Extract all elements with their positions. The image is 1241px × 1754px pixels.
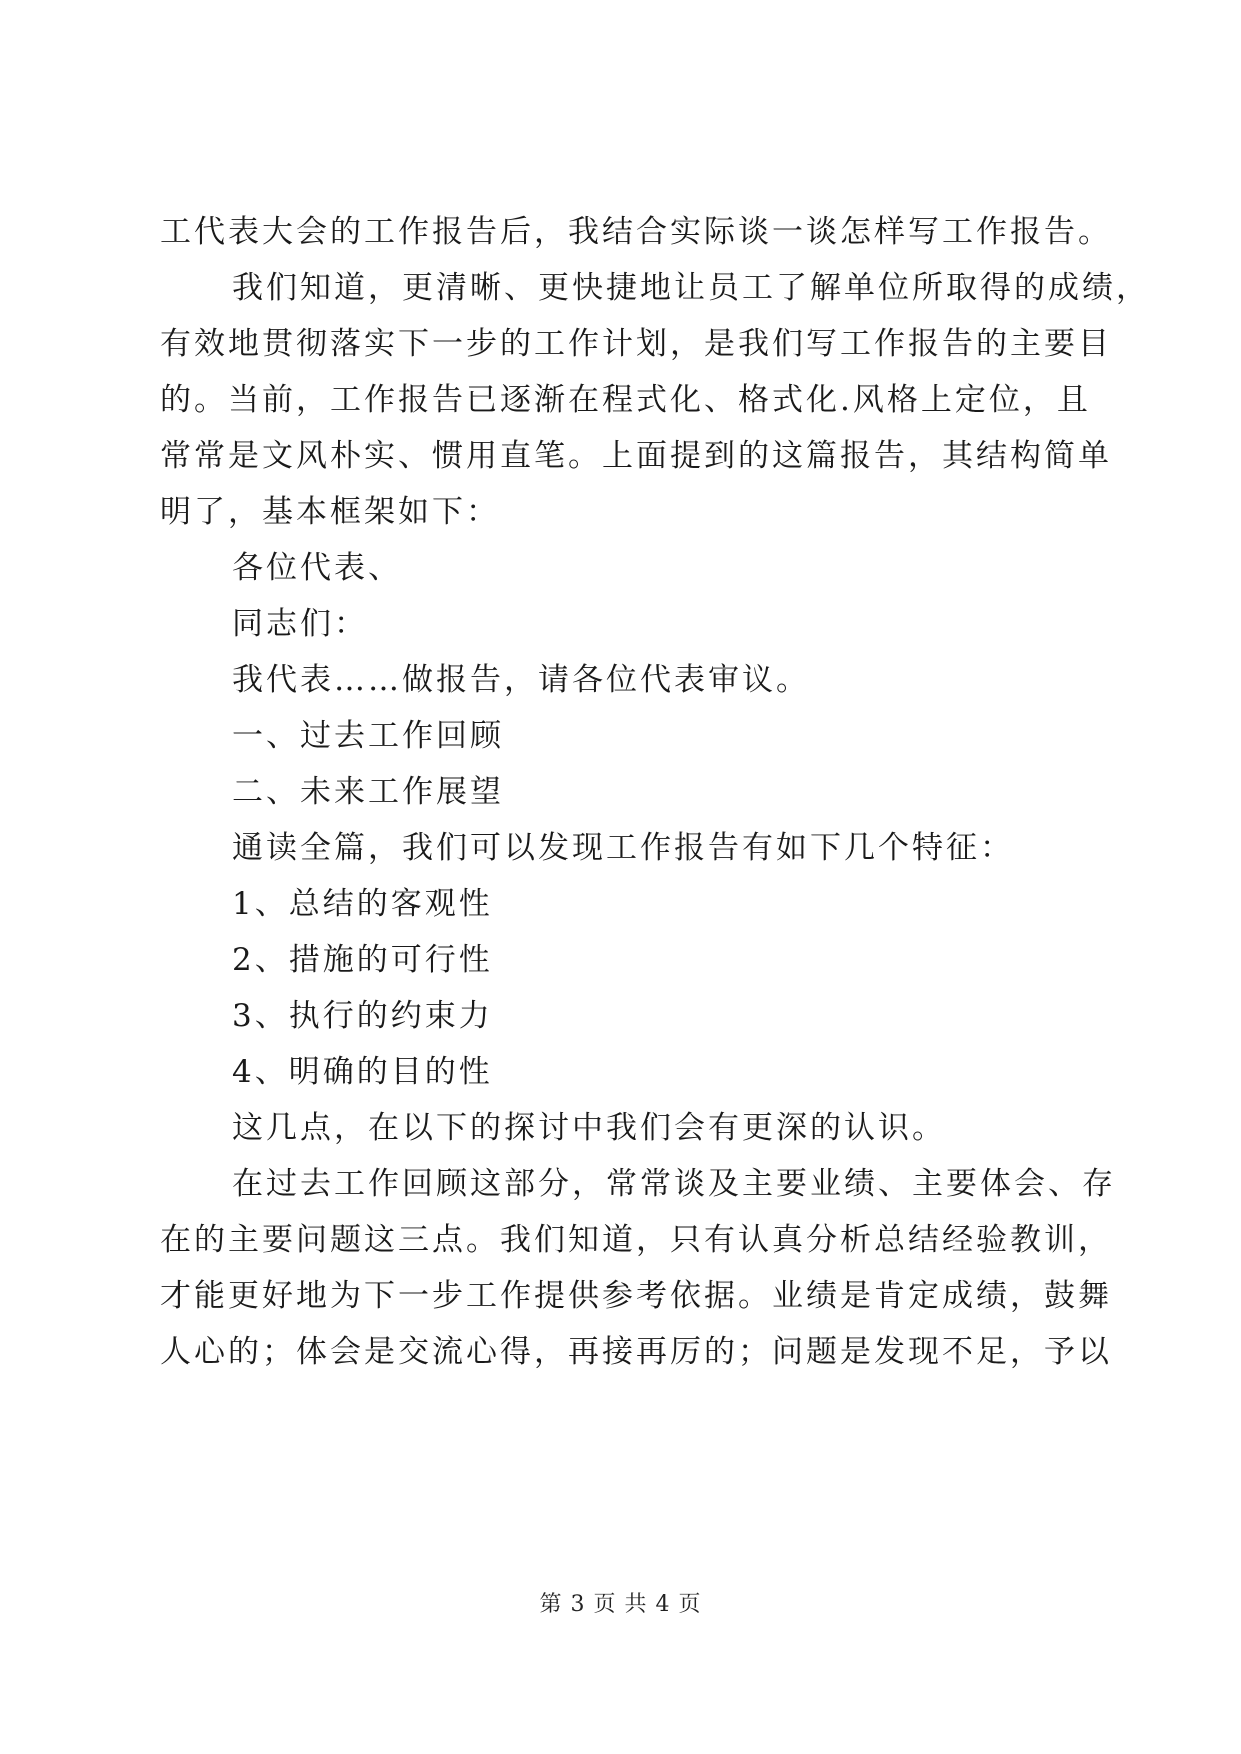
text-line-11: 二、未来工作展望 xyxy=(232,774,504,810)
text-line-4: 的。当前，工作报告已逐渐在程式化、格式化.风格上定位，且 xyxy=(160,382,1091,418)
text-line-12: 通读全篇，我们可以发现工作报告有如下几个特征： xyxy=(232,830,1014,866)
text-line-9: 我代表……做报告，请各位代表审议。 xyxy=(232,662,810,698)
text-line-6: 明了，基本框架如下： xyxy=(160,494,500,530)
text-line-17: 这几点，在以下的探讨中我们会有更深的认识。 xyxy=(232,1110,946,1146)
text-line-16: 4、明确的目的性 xyxy=(232,1054,493,1090)
text-line-14: 2、措施的可行性 xyxy=(232,942,493,978)
text-line-2: 我们知道，更清晰、更快捷地让员工了解单位所取得的成绩， xyxy=(232,270,1150,306)
text-line-15: 3、执行的约束力 xyxy=(232,998,493,1034)
text-line-10: 一、过去工作回顾 xyxy=(232,718,504,754)
text-line-5: 常常是文风朴实、惯用直笔。上面提到的这篇报告，其结构简单 xyxy=(160,438,1112,474)
text-line-13: 1、总结的客观性 xyxy=(232,886,493,922)
text-line-20: 才能更好地为下一步工作提供参考依据。业绩是肯定成绩，鼓舞 xyxy=(160,1278,1112,1314)
text-line-7: 各位代表、 xyxy=(232,550,402,586)
text-line-19: 在的主要问题这三点。我们知道，只有认真分析总结经验教训， xyxy=(160,1222,1112,1258)
text-line-8: 同志们： xyxy=(232,606,368,642)
text-line-3: 有效地贯彻落实下一步的工作计划，是我们写工作报告的主要目 xyxy=(160,326,1112,362)
text-line-18: 在过去工作回顾这部分，常常谈及主要业绩、主要体会、存 xyxy=(232,1166,1116,1202)
text-line-1: 工代表大会的工作报告后，我结合实际谈一谈怎样写工作报告。 xyxy=(160,214,1112,250)
page-footer: 第 3 页 共 4 页 xyxy=(539,1592,702,1617)
text-line-21: 人心的；体会是交流心得，再接再厉的；问题是发现不足，予以 xyxy=(160,1334,1112,1370)
